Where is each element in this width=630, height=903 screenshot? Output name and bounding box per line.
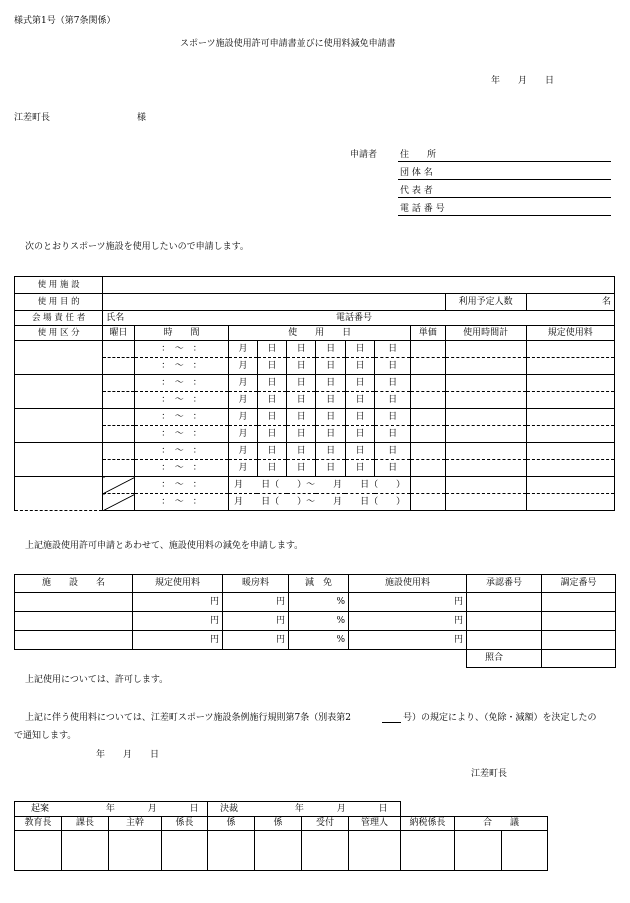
table-cell: 日 xyxy=(287,443,316,460)
table-cell: 日 xyxy=(287,460,316,477)
table-cell: 日 xyxy=(316,375,345,392)
role-manager: 管理人 xyxy=(349,817,401,831)
table-cell: 日 xyxy=(345,358,374,375)
manager-name-label: 氏名 xyxy=(106,312,125,323)
table-cell[interactable] xyxy=(410,494,445,511)
table-cell: 日 xyxy=(287,392,316,409)
table-cell: ： ～ ： xyxy=(134,392,229,409)
date-part: 年 xyxy=(105,803,115,814)
table-cell[interactable] xyxy=(445,341,526,358)
table-cell: 日 xyxy=(345,341,374,358)
table-cell[interactable] xyxy=(410,409,445,426)
table-cell: ： ～ ： xyxy=(134,358,229,375)
table-cell: 月 xyxy=(229,426,257,443)
table-cell: 日 xyxy=(257,375,286,392)
table-cell[interactable] xyxy=(526,494,614,511)
intro-text: 次のとおりスポーツ施設を使用したいので申請します。 xyxy=(25,242,249,252)
usage-row[interactable] xyxy=(15,341,615,358)
stamp-cell[interactable] xyxy=(162,831,208,871)
role-staff-1: 係 xyxy=(208,817,255,831)
col-standard-fee: 規定使用料 xyxy=(526,326,614,341)
table-cell: 月 xyxy=(229,341,257,358)
manager-label: 会 場 責 任 者 xyxy=(15,311,103,326)
usage-row[interactable] xyxy=(15,409,615,426)
date-part: 年 xyxy=(294,803,304,814)
stamp-cell[interactable] xyxy=(109,831,162,871)
col-weekday: 曜日 xyxy=(103,326,135,341)
usage-row[interactable] xyxy=(15,443,615,460)
table-cell[interactable] xyxy=(15,593,133,612)
table-cell: 日 xyxy=(257,460,286,477)
usage-row[interactable] xyxy=(15,460,615,477)
table-cell: 日 xyxy=(375,460,411,477)
table-cell: 日 xyxy=(287,358,316,375)
table-cell: % xyxy=(289,612,349,631)
table-cell[interactable] xyxy=(445,477,526,494)
representative-field[interactable] xyxy=(398,197,611,198)
table-cell[interactable] xyxy=(15,631,133,650)
table-cell[interactable] xyxy=(15,650,467,668)
table-cell: 日 xyxy=(316,392,345,409)
table-cell[interactable] xyxy=(445,443,526,460)
table-cell: 日 xyxy=(287,426,316,443)
purpose-field[interactable] xyxy=(103,294,445,311)
date-range-cell[interactable]: 月 日（ ）～ 月 日（ ） xyxy=(229,477,411,494)
table-cell: ： ～ ： xyxy=(134,375,229,392)
table-cell[interactable] xyxy=(410,477,445,494)
table-cell: 日 xyxy=(345,409,374,426)
group-name-field[interactable] xyxy=(398,179,611,180)
table-cell: 日 xyxy=(257,358,286,375)
usage-row[interactable] xyxy=(15,358,615,375)
stamp-cell[interactable] xyxy=(62,831,109,871)
table-cell: % xyxy=(289,631,349,650)
col-unit-price: 単価 xyxy=(410,326,445,341)
table-cell: 日 xyxy=(316,460,345,477)
table-cell[interactable] xyxy=(401,802,548,817)
usage-table xyxy=(14,276,615,511)
table-cell[interactable] xyxy=(410,460,445,477)
table-cell[interactable] xyxy=(445,375,526,392)
table-cell: 円 xyxy=(133,593,223,612)
usage-section-cell[interactable] xyxy=(15,477,103,511)
table-cell: 円 xyxy=(349,612,467,631)
manager-phone[interactable] xyxy=(316,311,615,326)
weekday-slash-cell xyxy=(103,494,135,511)
address-field[interactable] xyxy=(398,161,611,162)
table-cell[interactable] xyxy=(445,358,526,375)
applicant-label: 申請者 xyxy=(350,150,378,160)
approval-table xyxy=(14,801,548,871)
table-cell[interactable] xyxy=(526,375,614,392)
table-cell[interactable] xyxy=(445,494,526,511)
table-cell: 円 xyxy=(133,612,223,631)
role-subsection-chief: 係長 xyxy=(162,817,208,831)
check-label: 照合 xyxy=(467,650,542,668)
reduction-table xyxy=(14,574,616,668)
table-cell: ： ～ ： xyxy=(134,477,229,494)
table-cell: 円 xyxy=(223,612,289,631)
draft-label: 起案 xyxy=(31,803,50,814)
table-cell: 日 xyxy=(287,409,316,426)
table-cell: 日 xyxy=(257,443,286,460)
usage-section-cell[interactable] xyxy=(15,341,103,375)
table-cell: 日 xyxy=(375,426,411,443)
table-cell: 日 xyxy=(257,426,286,443)
table-cell: 月 xyxy=(229,443,257,460)
table-cell: 円 xyxy=(133,631,223,650)
usage-row[interactable] xyxy=(15,392,615,409)
table-cell[interactable] xyxy=(526,409,614,426)
reduction-row[interactable] xyxy=(15,612,616,631)
table-cell[interactable] xyxy=(103,460,135,477)
table-cell: 月 xyxy=(229,358,257,375)
usage-row-range[interactable] xyxy=(15,477,615,494)
planned-users-label: 利用予定人数 xyxy=(445,294,526,311)
table-cell: 日 xyxy=(375,358,411,375)
usage-section-cell[interactable] xyxy=(15,375,103,409)
date-range-cell[interactable]: 月 日（ ）～ 月 日（ ） xyxy=(229,494,411,511)
stamp-cell[interactable] xyxy=(455,831,502,871)
table-cell: 日 xyxy=(287,375,316,392)
table-cell: ： ～ ： xyxy=(134,341,229,358)
table-cell[interactable] xyxy=(445,409,526,426)
col-heating-fee: 暖房料 xyxy=(223,575,289,593)
table-cell: 円 xyxy=(223,593,289,612)
role-section-chief: 課長 xyxy=(62,817,109,831)
section-label: 使 用 区 分 xyxy=(15,326,103,341)
usage-row[interactable] xyxy=(15,426,615,443)
permit-text: 上記使用については、許可します。 xyxy=(25,675,169,685)
application-date: 年 月 日 xyxy=(491,76,555,86)
schedule-number-field[interactable] xyxy=(382,722,401,723)
table-cell: % xyxy=(289,593,349,612)
stamp-cell[interactable] xyxy=(255,831,302,871)
table-cell[interactable] xyxy=(410,341,445,358)
col-reduction: 減 免 xyxy=(289,575,349,593)
facility-field[interactable] xyxy=(103,277,615,294)
table-cell: 日 xyxy=(375,341,411,358)
date-part: 月 xyxy=(147,803,157,814)
weekday-slash-cell xyxy=(103,477,135,494)
table-cell: ： ～ ： xyxy=(134,409,229,426)
role-superintendent: 教育長 xyxy=(15,817,62,831)
table-cell[interactable] xyxy=(103,375,135,392)
table-cell[interactable] xyxy=(410,375,445,392)
reduction-row[interactable] xyxy=(15,631,616,650)
table-cell[interactable] xyxy=(103,341,135,358)
table-cell[interactable] xyxy=(526,477,614,494)
table-cell: 月 xyxy=(229,409,257,426)
table-cell[interactable] xyxy=(542,612,616,631)
table-cell[interactable] xyxy=(526,443,614,460)
table-cell: 月 xyxy=(229,392,257,409)
table-cell: 日 xyxy=(375,409,411,426)
col-usage-date: 使 用 日 xyxy=(229,326,411,341)
form-title: スポーツ施設使用許可申請書並びに使用料減免申請書 xyxy=(180,39,396,49)
col-standard-fee: 規定使用料 xyxy=(133,575,223,593)
addressee: 江差町長 xyxy=(14,113,51,123)
table-cell[interactable] xyxy=(103,409,135,426)
role-tax-chief: 納税係長 xyxy=(401,817,455,831)
table-cell[interactable] xyxy=(445,460,526,477)
stamp-cell[interactable] xyxy=(349,831,401,871)
col-approval-no: 承認番号 xyxy=(467,575,542,593)
role-reception: 受付 xyxy=(302,817,349,831)
manager-name[interactable] xyxy=(103,311,316,326)
table-cell: 日 xyxy=(257,392,286,409)
table-cell[interactable] xyxy=(410,443,445,460)
date-part: 日 xyxy=(189,803,199,814)
stamp-cell[interactable] xyxy=(302,831,349,871)
role-chief-officer: 主幹 xyxy=(109,817,162,831)
table-cell: 日 xyxy=(345,443,374,460)
usage-row-range[interactable] xyxy=(15,494,615,511)
table-cell: 日 xyxy=(316,358,345,375)
stamp-cell[interactable] xyxy=(15,831,62,871)
table-cell[interactable] xyxy=(410,392,445,409)
decision-label: 決裁 xyxy=(220,803,239,814)
table-cell[interactable] xyxy=(467,612,542,631)
date-part: 月 xyxy=(336,803,346,814)
phone-field[interactable] xyxy=(398,215,611,216)
table-cell: 円 xyxy=(349,593,467,612)
date-part: 日 xyxy=(378,803,388,814)
address-label: 住 所 xyxy=(400,150,437,160)
table-cell: ： ～ ： xyxy=(134,426,229,443)
table-cell: 月 xyxy=(229,460,257,477)
table-cell: 日 xyxy=(345,426,374,443)
table-cell[interactable] xyxy=(526,341,614,358)
table-cell[interactable] xyxy=(103,358,135,375)
group-name-label: 団 体 名 xyxy=(400,168,433,178)
table-cell: 月 xyxy=(229,375,257,392)
table-cell[interactable] xyxy=(445,392,526,409)
table-cell: 日 xyxy=(257,409,286,426)
stamp-cell[interactable] xyxy=(401,831,455,871)
usage-section-cell[interactable] xyxy=(15,443,103,477)
table-cell[interactable] xyxy=(526,392,614,409)
table-cell[interactable] xyxy=(15,612,133,631)
col-adjustment-no: 調定番号 xyxy=(542,575,616,593)
table-cell: 日 xyxy=(257,341,286,358)
col-total-hours: 使用時間計 xyxy=(445,326,526,341)
table-cell[interactable] xyxy=(445,426,526,443)
table-cell[interactable] xyxy=(103,443,135,460)
table-cell: 日 xyxy=(375,443,411,460)
usage-section-cell[interactable] xyxy=(15,409,103,443)
stamp-cell[interactable] xyxy=(208,831,255,871)
table-cell: 日 xyxy=(316,409,345,426)
table-cell[interactable] xyxy=(410,426,445,443)
role-staff-2: 係 xyxy=(255,817,302,831)
table-cell[interactable] xyxy=(526,358,614,375)
table-cell: 日 xyxy=(316,426,345,443)
draft-date-row[interactable] xyxy=(15,802,208,817)
table-cell: 円 xyxy=(349,631,467,650)
reduction-row[interactable] xyxy=(15,593,616,612)
purpose-label: 使 用 目 的 xyxy=(15,294,103,311)
table-cell: 日 xyxy=(375,392,411,409)
table-cell[interactable] xyxy=(410,358,445,375)
notice-date: 年 月 日 xyxy=(96,750,160,760)
facility-label: 使 用 施 設 xyxy=(15,277,103,294)
form-number: 様式第1号（第7条関係） xyxy=(14,16,116,26)
table-cell: 日 xyxy=(345,375,374,392)
table-cell: 日 xyxy=(345,460,374,477)
table-cell[interactable] xyxy=(542,631,616,650)
decision-text-3: で通知します。 xyxy=(14,731,77,741)
table-cell[interactable] xyxy=(103,392,135,409)
decision-text-2: 号）の規定により、（免除・減額）を決定したの xyxy=(403,713,597,723)
reduction-intro: 上記施設使用許可申請とあわせて、施設使用料の減免を申請します。 xyxy=(25,541,304,551)
table-cell: 日 xyxy=(316,341,345,358)
table-cell: ： ～ ： xyxy=(134,494,229,511)
manager-phone-label: 電話番号 xyxy=(335,312,372,323)
table-cell: ： ～ ： xyxy=(134,443,229,460)
col-facility-fee: 施設使用料 xyxy=(349,575,467,593)
check-field[interactable] xyxy=(542,650,616,668)
planned-users-unit[interactable]: 名 xyxy=(526,294,614,311)
col-facility-name: 施 設 名 xyxy=(15,575,133,593)
table-cell: ： ～ ： xyxy=(134,460,229,477)
table-cell[interactable] xyxy=(526,426,614,443)
usage-row[interactable] xyxy=(15,375,615,392)
table-cell: 日 xyxy=(316,443,345,460)
table-cell[interactable] xyxy=(542,593,616,612)
table-cell: 日 xyxy=(287,341,316,358)
representative-label: 代 表 者 xyxy=(400,186,433,196)
decision-date-row[interactable] xyxy=(208,802,401,817)
col-time: 時 間 xyxy=(134,326,229,341)
table-cell[interactable] xyxy=(526,460,614,477)
table-cell: 日 xyxy=(345,392,374,409)
honorific: 様 xyxy=(137,113,147,123)
phone-label: 電 話 番 号 xyxy=(400,204,445,214)
table-cell[interactable] xyxy=(467,631,542,650)
role-consultation: 合 議 xyxy=(455,817,548,831)
table-cell: 日 xyxy=(375,375,411,392)
stamp-cell[interactable] xyxy=(502,831,548,871)
decision-text-1: 上記に伴う使用料については、江差町スポーツ施設条例施行規則第7条（別表第2 xyxy=(25,713,351,723)
table-cell[interactable] xyxy=(103,426,135,443)
issuer-mayor: 江差町長 xyxy=(471,769,508,779)
table-cell[interactable] xyxy=(467,593,542,612)
table-cell: 円 xyxy=(223,631,289,650)
